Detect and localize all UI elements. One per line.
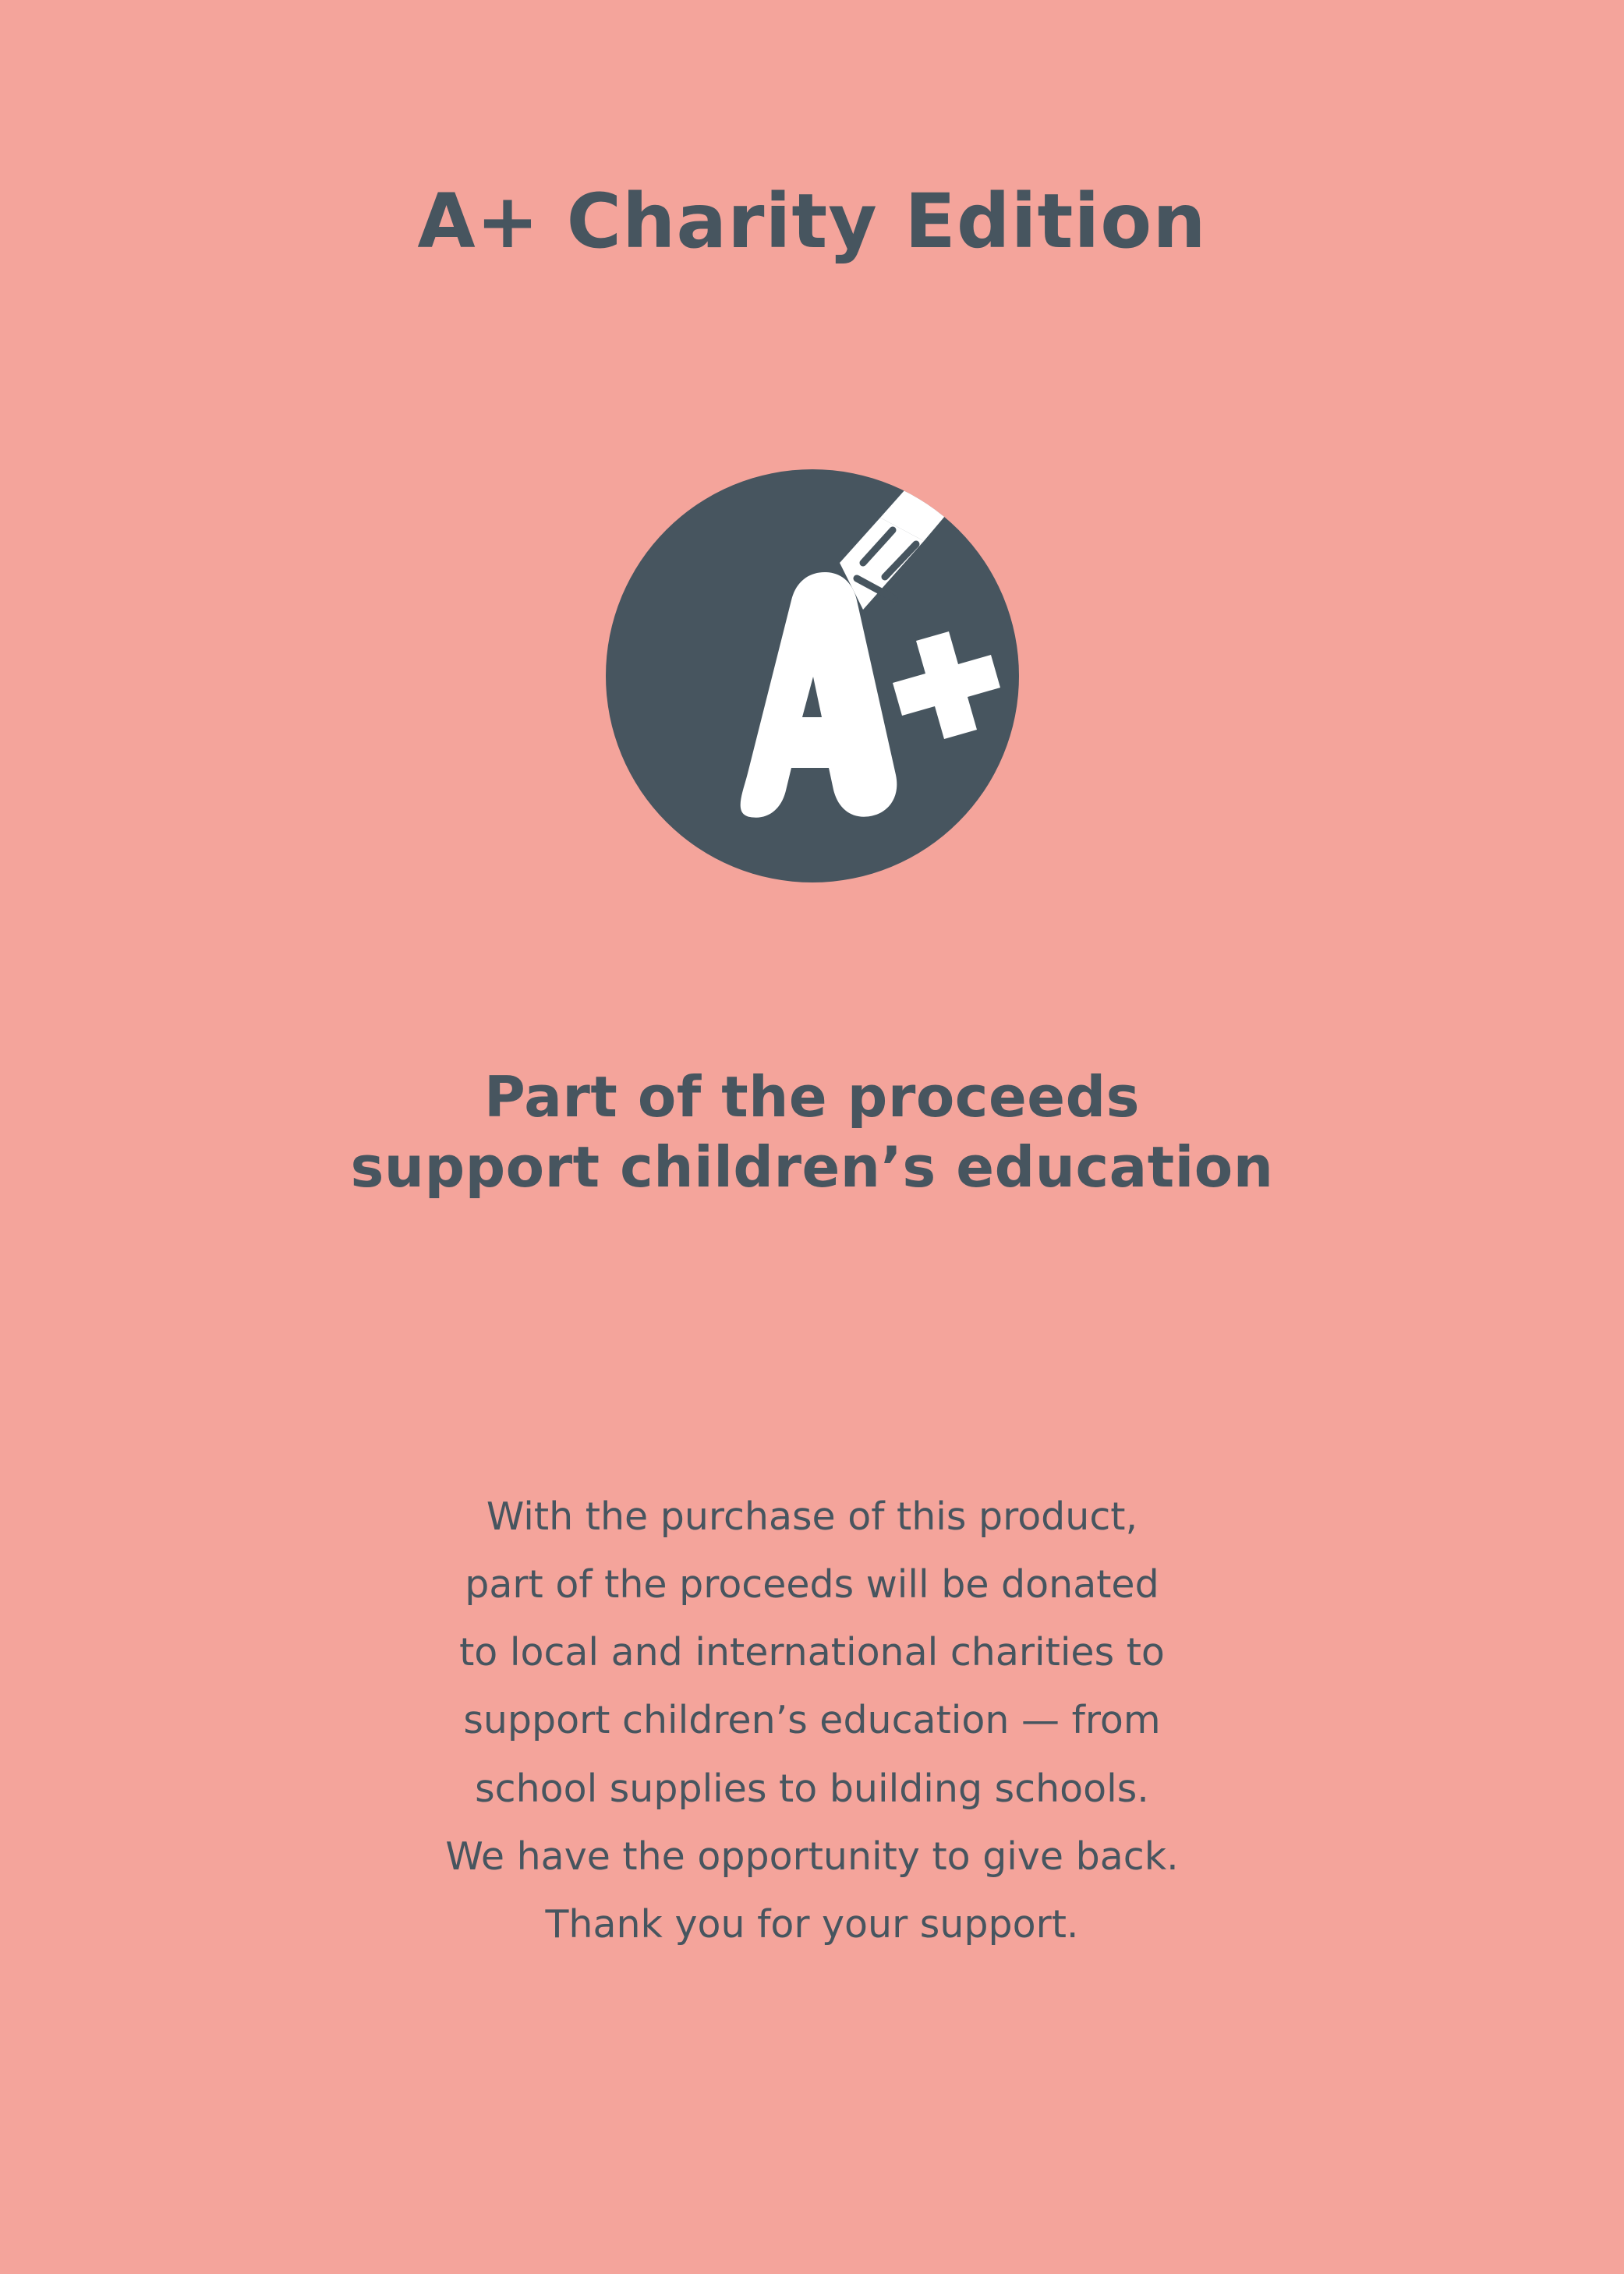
body-line: With the purchase of this product,	[486, 1494, 1138, 1539]
body-line: part of the proceeds will be donated	[465, 1561, 1159, 1607]
a-plus-pencil-badge-icon	[606, 469, 1019, 882]
badge-container	[606, 469, 1019, 882]
body-line: school supplies to building schools.	[475, 1766, 1149, 1811]
body-line: We have the opportunity to give back.	[445, 1834, 1179, 1879]
page-title: A+ Charity Edition	[417, 178, 1207, 265]
subheading-line-1: Part of the proceeds	[483, 1063, 1141, 1130]
body-line: Thank you for your support.	[545, 1901, 1079, 1947]
body-line: to local and international charities to	[459, 1630, 1165, 1675]
body-copy	[445, 1483, 1178, 1959]
subheading-line-2: support children’s education	[350, 1133, 1274, 1200]
body-line: support children’s education — from	[463, 1698, 1161, 1743]
subheading	[350, 1062, 1273, 1202]
